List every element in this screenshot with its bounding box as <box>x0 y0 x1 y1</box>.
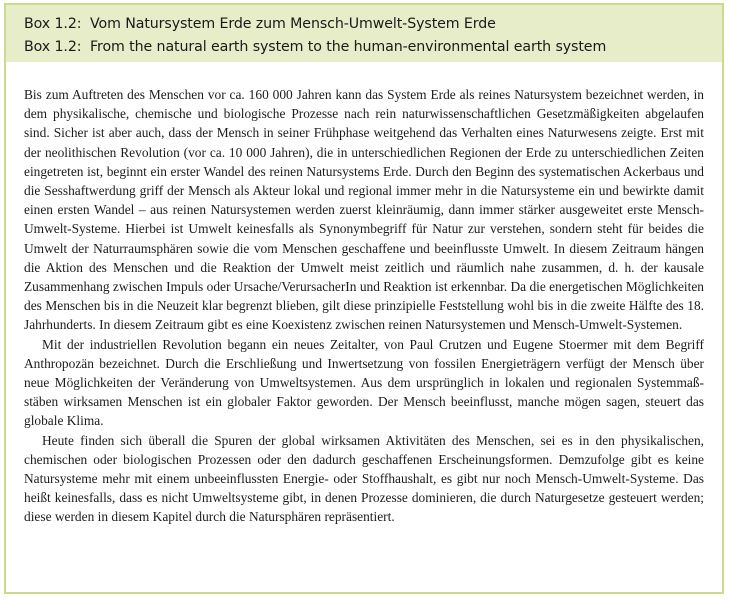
box-body <box>6 62 722 527</box>
box-label: Box 1.2: <box>24 16 82 32</box>
box-title-english <box>24 36 722 59</box>
box-label: Box 1.2: <box>24 39 82 55</box>
box-header <box>6 5 722 62</box>
box-title-german <box>24 13 722 36</box>
paragraph: Heute finden sich überall die Spuren der global wirksamen Aktivitäten des Menschen, sei es in den physikalischen, chemischen oder biologischen Prozessen oder den dadurch geschaffenen Erscheinungsformen. Demzufolge gibt es keine Natursysteme mehr mit einem unbeeinflussten Energie- oder Stoffhaushalt, es gibt nur noch Mensch-Umwelt-Systeme. Das heißt keinesfalls, dass es nicht Umweltsysteme gibt, in denen Prozesse dominieren, die durch Naturgesetze gesteuert werden; diese werden in diesem Kapitel durch die Natursphären repräsentiert. <box>24 432 704 525</box>
box-title-text: From the natural earth system to the human-environmental earth system <box>90 39 607 55</box>
paragraph: Mit der industriellen Revolution begann ein neues Zeitalter, von Paul Crutzen und Eugene Stoermer mit dem Begriff Anthropozän bezeichnet. Durch die Erschließung und Inwertsetzung von fossilen Energieträgern verfügt der Mensch über neue Möglichkeiten der Veränderung von Umweltsystemen. Aus dem ursprünglich in lokalen und regionalen Systemmaßstäben wirksamen Menschen ist ein globaler Faktor geworden. Der Mensch beeinflusst, manche mögen sagen, steuert das globale Klima. <box>24 336 704 429</box>
info-box <box>4 3 724 594</box>
paragraph: Bis zum Auftreten des Menschen vor ca. 160 000 Jahren kann das System Erde als reines Natursystem bezeichnet werden, in dem physikalische, chemische und biologische Prozesse nach rein naturwissenschaftlichen Gesetzmäßigkeiten abgelaufen sind. Sicher ist aber auch, dass der Mensch in seiner Frühphase weitgehend das Verhalten eines Naturwesens zeigte. Erst mit der neolithischen Revolution (vor ca. 10 000 Jahren), die in unterschiedlichen Regionen der Erde zu unterschiedlichen Zeiten eingetreten ist, beginnt ein erster Wandel des reinen Natursystems Erde. Durch den Beginn des systematischen Ackerbaus und die Sesshaftwerdung griff der Mensch als Akteur lokal und regional immer mehr in die Natursysteme ein und bewirkte damit einen ersten Wandel – aus reinen Natursystemen werden zuerst kleinräumig, dann immer stärker ausgeweitet erste Mensch-Umwelt-Systeme. Hierbei ist Umwelt keinesfalls als Synonymbegriff für Natur zur verstehen, sondern steht für beides die Umwelt der Naturraumsphären sowie die vom Menschen geschaffene und beeinflusste Umwelt. In diesem Zeitraum hängen die Aktion des Menschen und die Reaktion der Umwelt meist zeitlich und räumlich nahe zusammen, d. h. der kausale Zusammenhang zwischen Impuls oder Ursache/VerursacherIn und Reaktion ist erkennbar. Da die energetischen Möglichkeiten des Menschen bis in die Neuzeit klar begrenzt blieben, gilt diese prinzipielle Feststellung wohl bis in die zweite Hälfte des 18. Jahrhunderts. In diesem Zeitraum gibt es eine Koexistenz zwischen reinen Natursystemen und Mensch-Umwelt-Systemen. <box>24 87 704 333</box>
box-title-text: Vom Natursystem Erde zum Mensch-Umwelt-System Erde <box>90 16 496 32</box>
